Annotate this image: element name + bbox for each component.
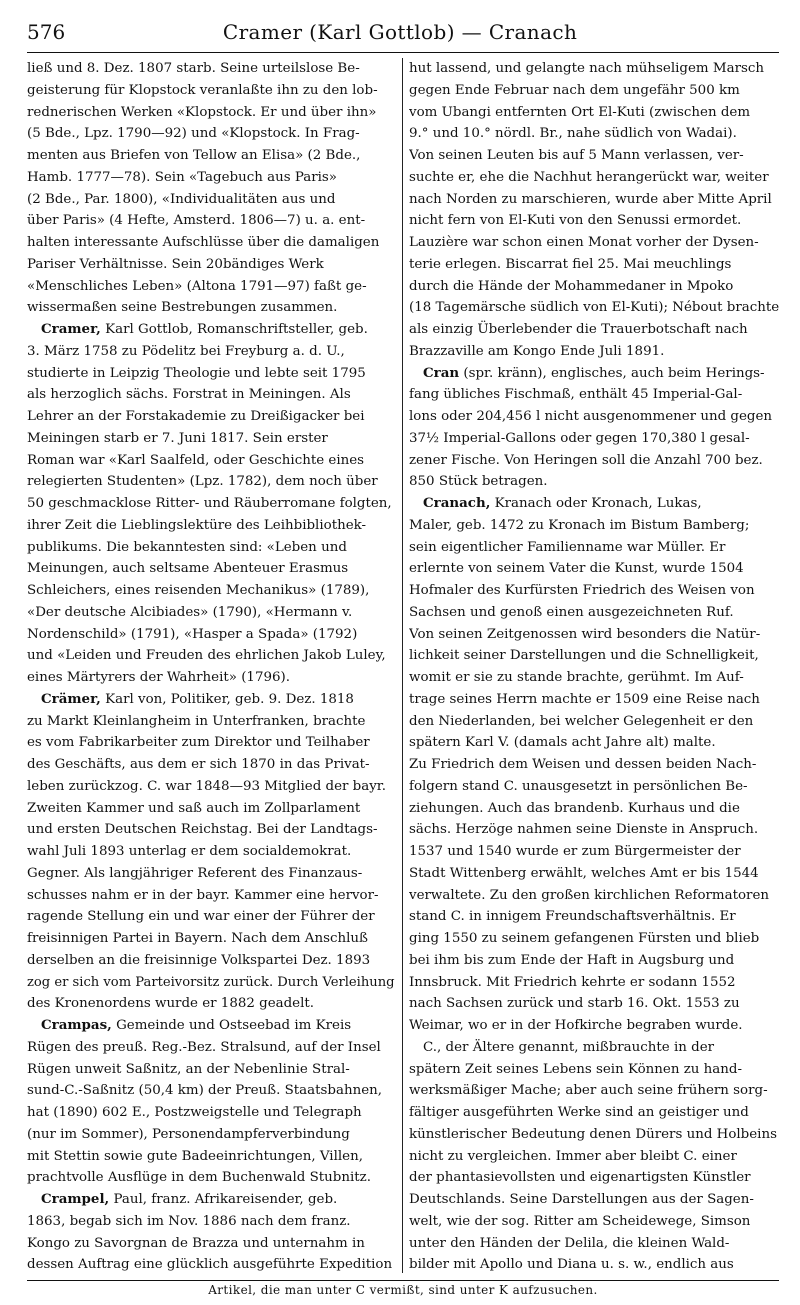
line-text: folgern stand C. unausgesetzt in persönlichen Be- bbox=[409, 778, 748, 794]
text-line bbox=[27, 1211, 395, 1233]
text-line bbox=[409, 428, 779, 450]
text-line bbox=[409, 928, 779, 950]
text-line bbox=[27, 428, 395, 450]
text-line bbox=[409, 754, 779, 776]
text-line bbox=[409, 471, 779, 493]
text-line bbox=[27, 993, 395, 1015]
text-line bbox=[27, 667, 395, 689]
text-line bbox=[27, 972, 395, 994]
entry-headword: Cranach, bbox=[423, 495, 491, 511]
text-line bbox=[27, 558, 395, 580]
text-line bbox=[27, 254, 395, 276]
line-text: ließ und 8. Dez. 1807 starb. Seine urteilslose Be- bbox=[27, 61, 360, 76]
line-text: freisinnigen Partei in Bayern. Nach dem Anschluß bbox=[27, 931, 368, 946]
line-text: nicht zu vergleichen. Immer aber bleibt C. einer bbox=[409, 1148, 737, 1164]
text-line bbox=[409, 1059, 779, 1081]
text-line bbox=[27, 1233, 395, 1255]
text-line bbox=[409, 232, 779, 254]
page-number: 576 bbox=[27, 20, 66, 44]
text-line bbox=[27, 1146, 395, 1168]
text-line bbox=[27, 841, 395, 863]
line-text: Deutschlands. Seine Darstellungen aus der Sagen- bbox=[409, 1192, 754, 1207]
text-line bbox=[409, 1037, 779, 1059]
line-text: zu Markt Kleinlangheim in Unterfranken, brachte bbox=[27, 713, 366, 729]
text-line bbox=[409, 602, 779, 624]
text-line bbox=[409, 58, 779, 80]
footer-note: Artikel, die man unter C vermißt, sind unter K aufzusuchen. bbox=[208, 1283, 598, 1297]
text-line bbox=[409, 798, 779, 820]
text-line bbox=[27, 189, 395, 211]
text-line bbox=[27, 863, 395, 885]
line-text: durch die Hände der Mohammedaner in Mpoko bbox=[409, 278, 734, 294]
line-text: unter den Händen der Delila, die kleinen Wald- bbox=[409, 1235, 730, 1251]
line-text: künstlerischer Bedeutung denen Dürers und Holbeins bbox=[409, 1126, 777, 1142]
text-line bbox=[409, 210, 779, 232]
text-line bbox=[409, 406, 779, 428]
line-text: Lehrer an der Forstakademie zu Dreißigacker bei bbox=[27, 409, 365, 424]
line-text: zog er sich vom Parteivorsitz zurück. Durch Verleihung bbox=[27, 974, 395, 990]
line-text: lichkeit seiner Darstellungen und die Schnelligkeit, bbox=[409, 648, 759, 664]
left-column bbox=[27, 58, 395, 1278]
line-text: rednerischen Werken «Klopstock. Er und über ihn» bbox=[27, 104, 377, 120]
line-text: prachtvolle Ausflüge in dem Buchenwald Stubnitz. bbox=[27, 1170, 371, 1186]
text-line bbox=[409, 1167, 779, 1189]
line-text: wissermaßen seine Bestrebungen zusammen. bbox=[27, 300, 338, 316]
text-line bbox=[27, 645, 395, 667]
line-text: schusses nahm er in der bayr. Kammer eine hervor- bbox=[27, 887, 379, 903]
line-text: Pariser Verhältnisse. Sein 20bändiges Werk bbox=[27, 256, 324, 272]
page-header bbox=[27, 14, 779, 50]
text-line bbox=[27, 493, 395, 515]
text-line bbox=[409, 1254, 779, 1276]
text-line bbox=[27, 1102, 395, 1124]
line-text: 9.° und 10.° nördl. Br., nahe südlich von Wadai). bbox=[409, 126, 737, 142]
text-line bbox=[409, 537, 779, 559]
line-text: Paul, franz. Afrikareisender, geb. bbox=[109, 1192, 338, 1207]
line-text: Von seinen Leuten bis auf 5 Mann verlassen, ver- bbox=[409, 148, 744, 163]
entry-headword: Crämer, bbox=[41, 690, 101, 707]
line-text: studierte in Leipzig Theologie und lebte seit 1795 bbox=[27, 365, 366, 381]
text-line bbox=[27, 1124, 395, 1146]
text-columns bbox=[27, 58, 779, 1278]
line-text: 850 Stück betragen. bbox=[409, 474, 548, 490]
text-line bbox=[409, 102, 779, 124]
line-text: Gemeinde und Ostseebad im Kreis bbox=[111, 1018, 352, 1033]
line-text: Schleichers, eines reisenden Mechanikus» (1789), bbox=[27, 583, 370, 598]
line-text: fang übliches Fischmaß, enthält 45 Imperial-Gal- bbox=[409, 387, 743, 403]
text-line bbox=[27, 776, 395, 798]
line-text: Stadt Wittenberg erwählt, welches Amt er bis 1544 bbox=[409, 865, 759, 881]
line-text: Innsbruck. Mit Friedrich kehrte er sodann 1552 bbox=[409, 974, 736, 990]
text-line bbox=[409, 645, 779, 667]
text-line bbox=[409, 667, 779, 689]
text-line bbox=[27, 232, 395, 254]
text-line bbox=[409, 819, 779, 841]
header-rule bbox=[27, 52, 779, 53]
line-text: «Der deutsche Alcibiades» (1790), «Hermann v. bbox=[27, 604, 353, 620]
line-text: vom Ubangi entfernten Ort El-Kuti (zwischen dem bbox=[409, 104, 751, 120]
text-line bbox=[27, 406, 395, 428]
text-line bbox=[409, 254, 779, 276]
line-text: 1537 und 1540 wurde er zum Bürgermeister der bbox=[409, 844, 741, 859]
text-line bbox=[409, 841, 779, 863]
line-text: hat (1890) 602 E., Postzweigstelle und Telegraph bbox=[27, 1105, 362, 1120]
line-text: Sachsen und genoß einen ausgezeichneten Ruf. bbox=[409, 604, 734, 620]
text-line bbox=[27, 1167, 395, 1189]
line-text: Roman war «Karl Saalfeld, oder Geschichte eines bbox=[27, 452, 365, 468]
text-line bbox=[27, 58, 395, 80]
text-line bbox=[409, 776, 779, 798]
line-text: menten aus Briefen von Tellow an Elisa» (2 Bde., bbox=[27, 148, 361, 163]
text-line bbox=[409, 276, 779, 298]
line-text: Karl Gottlob, Romanschriftsteller, geb. bbox=[100, 322, 368, 337]
line-text: fältiger ausgeführten Werke sind an geistiger und bbox=[409, 1105, 749, 1120]
text-line bbox=[27, 537, 395, 559]
line-text: sein eigentlicher Familienname war Müller. Er bbox=[409, 539, 726, 555]
text-line bbox=[409, 558, 779, 580]
footer-rule bbox=[27, 1280, 779, 1281]
line-text: (5 Bde., Lpz. 1790—92) und «Klopstock. In Frag- bbox=[27, 126, 360, 142]
line-text: verwaltete. Zu den großen kirchlichen Reformatoren bbox=[409, 887, 770, 903]
text-line bbox=[27, 602, 395, 624]
line-text: nach Sachsen zurück und starb 16. Okt. 1553 zu bbox=[409, 996, 740, 1012]
entry-headword: Crampel, bbox=[41, 1191, 110, 1207]
line-text: hut lassend, und gelangte nach mühseligem Marsch bbox=[409, 61, 764, 76]
text-line bbox=[27, 1276, 395, 1278]
line-text: gegen Ende Februar nach dem ungefähr 500 km bbox=[409, 82, 740, 98]
text-line bbox=[409, 732, 779, 754]
line-text: als einzig Überlebender die Trauerbotschaft nach bbox=[409, 322, 748, 337]
text-line bbox=[409, 1276, 779, 1278]
text-line bbox=[27, 210, 395, 232]
text-line bbox=[27, 450, 395, 472]
line-text: (18 Tagemärsche südlich von El-Kuti); Nébout brachte bbox=[409, 300, 779, 316]
line-text: über Paris» (4 Hefte, Amsterd. 1806—7) u. a. ent- bbox=[27, 213, 366, 229]
text-line bbox=[409, 993, 779, 1015]
entry-first-line bbox=[409, 493, 779, 515]
text-line bbox=[409, 384, 779, 406]
line-text: als herzoglich sächs. Forstrat in Meiningen. Als bbox=[27, 387, 351, 403]
text-line bbox=[409, 1080, 779, 1102]
text-line bbox=[27, 798, 395, 820]
text-line bbox=[409, 1189, 779, 1211]
text-line bbox=[409, 1146, 779, 1168]
text-line bbox=[27, 167, 395, 189]
text-line bbox=[409, 297, 779, 319]
text-line bbox=[409, 1102, 779, 1124]
line-text: C., der Ältere genannt, mißbrauchte in der bbox=[423, 1039, 715, 1055]
line-text: bei ihm bis zum Ende der Haft in Augsburg und bbox=[409, 952, 735, 968]
text-line bbox=[409, 145, 779, 167]
line-text: Zweiten Kammer und saß auch im Zollparlament bbox=[27, 800, 361, 816]
text-line bbox=[409, 689, 779, 711]
line-text: wahl Juli 1893 unterlag er dem socialdemokrat. bbox=[27, 844, 352, 859]
line-text: und «Leiden und Freuden des ehrlichen Jakob Luley, bbox=[27, 648, 386, 664]
text-line bbox=[27, 341, 395, 363]
line-text: Rügen des preuß. Reg.-Bez. Stralsund, auf der Insel bbox=[27, 1039, 381, 1055]
line-text: den Niederlanden, bei welcher Gelegenheit er den bbox=[409, 713, 754, 729]
text-line bbox=[27, 624, 395, 646]
text-line bbox=[27, 711, 395, 733]
line-text: «Menschliches Leben» (Altona 1791—97) faßt ge- bbox=[27, 278, 367, 294]
line-text: sund-C.-Saßnitz (50,4 km) der Preuß. Staatsbahnen, bbox=[27, 1083, 383, 1099]
right-column bbox=[409, 58, 779, 1278]
running-head: Cramer (Karl Gottlob) — Cranach bbox=[222, 20, 578, 44]
text-line bbox=[409, 515, 779, 537]
column-divider bbox=[402, 58, 403, 1273]
line-text: 1863, begab sich im Nov. 1886 nach dem franz. bbox=[27, 1213, 351, 1229]
line-text: werksmäßiger Mache; aber auch seine frühern sorg- bbox=[409, 1083, 768, 1099]
text-line bbox=[27, 906, 395, 928]
line-text: halten interessante Aufschlüsse über die damaligen bbox=[27, 235, 380, 250]
text-line bbox=[409, 189, 779, 211]
line-text: es vom Fabrikarbeiter zum Direktor und Teilhaber bbox=[27, 735, 370, 751]
text-line bbox=[27, 515, 395, 537]
text-line bbox=[27, 1080, 395, 1102]
line-text: welt, wie der sog. Ritter am Scheidewege, Simson bbox=[409, 1213, 751, 1229]
line-text: ihrer Zeit die Lieblingslektüre des Leihbibliothek- bbox=[27, 517, 367, 533]
line-text: 50 geschmacklose Ritter- und Räuberromane folgten, bbox=[27, 496, 392, 511]
line-text: Gegner. Als langjähriger Referent des Finanzaus- bbox=[27, 865, 363, 881]
text-line bbox=[27, 950, 395, 972]
line-text: zener Fische. Von Heringen soll die Anzahl 700 bez. bbox=[409, 452, 763, 468]
text-line bbox=[409, 123, 779, 145]
line-text: spätern Karl V. (damals acht Jahre alt) malte. bbox=[409, 735, 716, 751]
entry-headword: Crampas, bbox=[41, 1017, 112, 1033]
text-line bbox=[27, 928, 395, 950]
line-text: derselben an die freisinnige Volkspartei Dez. 1893 bbox=[27, 952, 371, 968]
text-line bbox=[27, 580, 395, 602]
text-line bbox=[409, 863, 779, 885]
text-line bbox=[409, 167, 779, 189]
text-line bbox=[27, 754, 395, 776]
line-text: Maler, geb. 1472 zu Kronach im Bistum Bamberg; bbox=[409, 517, 750, 533]
line-text: ging 1550 zu seinem gefangenen Fürsten und blieb bbox=[409, 931, 760, 946]
line-text: eines Märtyrers der Wahrheit» (1796). bbox=[27, 670, 290, 685]
line-text: der phantasievollsten und eigenartigsten Künstler bbox=[409, 1170, 751, 1186]
line-text: relegierten Studenten» (Lpz. 1782), dem noch über bbox=[27, 474, 378, 490]
text-line bbox=[27, 297, 395, 319]
text-line bbox=[409, 950, 779, 972]
line-text: des Geschäfts, aus dem er sich 1870 in das Privat- bbox=[27, 757, 370, 772]
entry-first-line bbox=[409, 363, 779, 385]
line-text: Nordenschild» (1791), «Hasper a Spada» (1792) bbox=[27, 626, 358, 642]
text-line bbox=[27, 145, 395, 167]
line-text: Weimar, wo er in der Hofkirche begraben wurde. bbox=[409, 1018, 743, 1033]
text-line bbox=[27, 80, 395, 102]
line-text: mit Stettin sowie gute Badeeinrichtungen, Villen, bbox=[27, 1148, 363, 1164]
text-line bbox=[409, 80, 779, 102]
line-text: geisterung für Klopstock veranlaßte ihn zu den lob- bbox=[27, 82, 378, 98]
line-text: 37½ Imperial-Gallons oder gegen 170,380 l gesal- bbox=[409, 430, 750, 446]
text-line bbox=[409, 341, 779, 363]
entry-first-line bbox=[27, 689, 395, 711]
text-line bbox=[409, 624, 779, 646]
text-line bbox=[27, 276, 395, 298]
text-line bbox=[27, 384, 395, 406]
line-text: womit er sie zu stande brachte, gerühmt. Im Auf- bbox=[409, 670, 744, 685]
line-text: Meinungen, auch seltsame Abenteuer Erasmus bbox=[27, 561, 349, 577]
text-line bbox=[409, 906, 779, 928]
line-text: (2 Bde., Par. 1800), «Individualitäten aus und bbox=[27, 191, 336, 207]
text-line bbox=[27, 885, 395, 907]
line-text: Hamb. 1777—78). Sein «Tagebuch aus Paris» bbox=[27, 169, 337, 185]
line-text: Kranach oder Kronach, Lukas, bbox=[490, 496, 702, 511]
line-text: ragende Stellung ein und war einer der Führer der bbox=[27, 909, 375, 925]
text-line bbox=[409, 450, 779, 472]
text-line bbox=[409, 1015, 779, 1037]
line-text: bilder mit Apollo und Diana u. s. w., endlich aus bbox=[409, 1257, 734, 1273]
text-line bbox=[409, 1211, 779, 1233]
text-line bbox=[27, 732, 395, 754]
line-text: des Kronenordens wurde er 1882 geadelt. bbox=[27, 996, 315, 1012]
line-text: nach Norden zu marschieren, wurde aber Mitte April bbox=[409, 191, 772, 207]
text-line bbox=[27, 123, 395, 145]
text-line bbox=[409, 319, 779, 341]
line-text: leben zurückzog. C. war 1848—93 Mitglied der bayr. bbox=[27, 778, 386, 794]
line-text: erlernte von seinem Vater die Kunst, wurde 1504 bbox=[409, 561, 744, 577]
line-text: ziehungen. Auch das brandenb. Kurhaus und die bbox=[409, 800, 740, 816]
line-text: (nur im Sommer), Personendampferverbindung bbox=[27, 1126, 350, 1142]
text-line bbox=[27, 471, 395, 493]
text-line bbox=[409, 1233, 779, 1255]
line-text: (spr. kränn), englisches, auch beim Herings- bbox=[459, 365, 765, 381]
text-line bbox=[27, 102, 395, 124]
line-text: Rügen unweit Saßnitz, an der Nebenlinie Stral- bbox=[27, 1061, 350, 1077]
line-text: dessen Auftrag eine glücklich ausgeführte Expedition bbox=[27, 1257, 393, 1273]
text-line bbox=[27, 1254, 395, 1276]
entry-first-line bbox=[27, 1189, 395, 1211]
line-text: Hofmaler des Kurfürsten Friedrich des Weisen von bbox=[409, 583, 755, 598]
line-text: Von seinen Zeitgenossen wird besonders die Natür- bbox=[409, 626, 761, 642]
text-line bbox=[409, 580, 779, 602]
line-text: terie erlegen. Biscarrat fiel 25. Mai meuchlings bbox=[409, 256, 732, 272]
entry-headword: Cran bbox=[423, 364, 460, 381]
text-line bbox=[409, 1124, 779, 1146]
text-line bbox=[27, 1059, 395, 1081]
entry-first-line bbox=[27, 1015, 395, 1037]
line-text: Lauzière war schon einen Monat vorher der Dysen- bbox=[409, 235, 759, 250]
line-text: nicht fern von El-Kuti von den Senussi ermordet. bbox=[409, 213, 742, 229]
line-text: trage seines Herrn machte er 1509 eine Reise nach bbox=[409, 691, 760, 707]
line-text: Kongo zu Savorgnan de Brazza und unternahm in bbox=[27, 1235, 365, 1251]
line-text: publikums. Die bekanntesten sind: «Leben und bbox=[27, 539, 347, 555]
line-text: stand C. in innigem Freundschaftsverhältnis. Er bbox=[409, 909, 736, 925]
entry-headword: Cramer, bbox=[41, 321, 101, 337]
text-line bbox=[409, 711, 779, 733]
line-text: Zu Friedrich dem Weisen und dessen beiden Nach- bbox=[409, 757, 757, 772]
line-text: lons oder 204,456 l nicht ausgenommener und gegen bbox=[409, 409, 773, 424]
line-text: Karl von, Politiker, geb. 9. Dez. 1818 bbox=[100, 691, 354, 707]
line-text: suchte er, ehe die Nachhut herangerückt war, weiter bbox=[409, 169, 769, 185]
line-text: spätern Zeit seines Lebens sein Können zu hand- bbox=[409, 1061, 742, 1077]
text-line bbox=[409, 972, 779, 994]
text-line bbox=[27, 819, 395, 841]
text-line bbox=[27, 1037, 395, 1059]
text-line bbox=[409, 885, 779, 907]
line-text: und ersten Deutschen Reichstag. Bei der Landtags- bbox=[27, 822, 378, 838]
line-text: sächs. Herzöge nahmen seine Dienste in Anspruch. bbox=[409, 822, 759, 838]
line-text: Brazzaville am Kongo Ende Juli 1891. bbox=[409, 343, 665, 359]
text-line bbox=[27, 363, 395, 385]
line-text: Meiningen starb er 7. Juni 1817. Sein erster bbox=[27, 430, 328, 446]
entry-first-line bbox=[27, 319, 395, 341]
line-text: 3. März 1758 zu Pödelitz bei Freyburg a. d. U., bbox=[27, 343, 345, 359]
